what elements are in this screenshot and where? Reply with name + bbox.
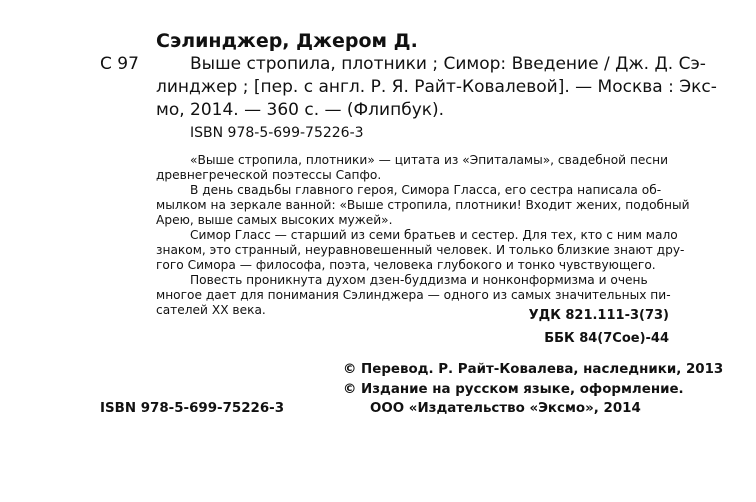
- annotation-line: мылком на зеркале ванной: «Выше стропила, плотники! Входит жених, подобный: [156, 198, 690, 212]
- annotation-line: Симор Гласс — старший из семи братьев и сестер. Для тех, кто с ним мало: [190, 228, 678, 242]
- isbn-top: ISBN 978-5-699-75226-3: [190, 125, 364, 141]
- udk-code: УДК 821.111-3(73): [528, 308, 669, 323]
- annotation-line: «Выше стропила, плотники» — цитата из «Эпиталамы», свадебной песни: [190, 153, 669, 167]
- description-line: Выше стропила, плотники ; Симор: Введение / Дж. Д. Сэ-: [190, 54, 706, 74]
- shelf-code: С 97: [100, 54, 139, 74]
- annotation-line: знаком, это странный, неуравновешенный человек. И только близкие знают дру-: [156, 243, 685, 257]
- annotation-line: Арею, выше самых высоких мужей».: [156, 213, 393, 227]
- description-line: мо, 2014. — 360 с. — (Флипбук).: [156, 100, 445, 120]
- annotation-line: В день свадьбы главного героя, Симора Гласса, его сестра написала об-: [190, 183, 662, 197]
- annotation-line: многое дает для понимания Сэлинджера — одного из самых значительных пи-: [156, 288, 671, 302]
- description-line: линджер ; [пер. с англ. Р. Я. Райт-Ковалевой]. — Москва : Экс-: [156, 77, 717, 97]
- author-heading: Сэлинджер, Джером Д.: [156, 30, 418, 52]
- copyright-edition: © Издание на русском языке, оформление.: [343, 382, 684, 397]
- bbk-code: ББК 84(7Сое)-44: [544, 331, 669, 346]
- annotation-line: гого Симора — философа, поэта, человека глубокого и тонко чувствующего.: [156, 258, 656, 272]
- annotation-line: Повесть проникнута духом дзен-буддизма и нонконформизма и очень: [190, 273, 648, 287]
- annotation-line: сателей XX века.: [156, 303, 266, 317]
- isbn-bottom: ISBN 978-5-699-75226-3: [100, 401, 285, 416]
- annotation-line: древнегреческой поэтессы Сапфо.: [156, 168, 382, 182]
- copyright-translation: © Перевод. Р. Райт-Ковалева, наследники, 2013: [343, 362, 724, 377]
- copyright-publisher: ООО «Издательство «Эксмо», 2014: [370, 401, 641, 416]
